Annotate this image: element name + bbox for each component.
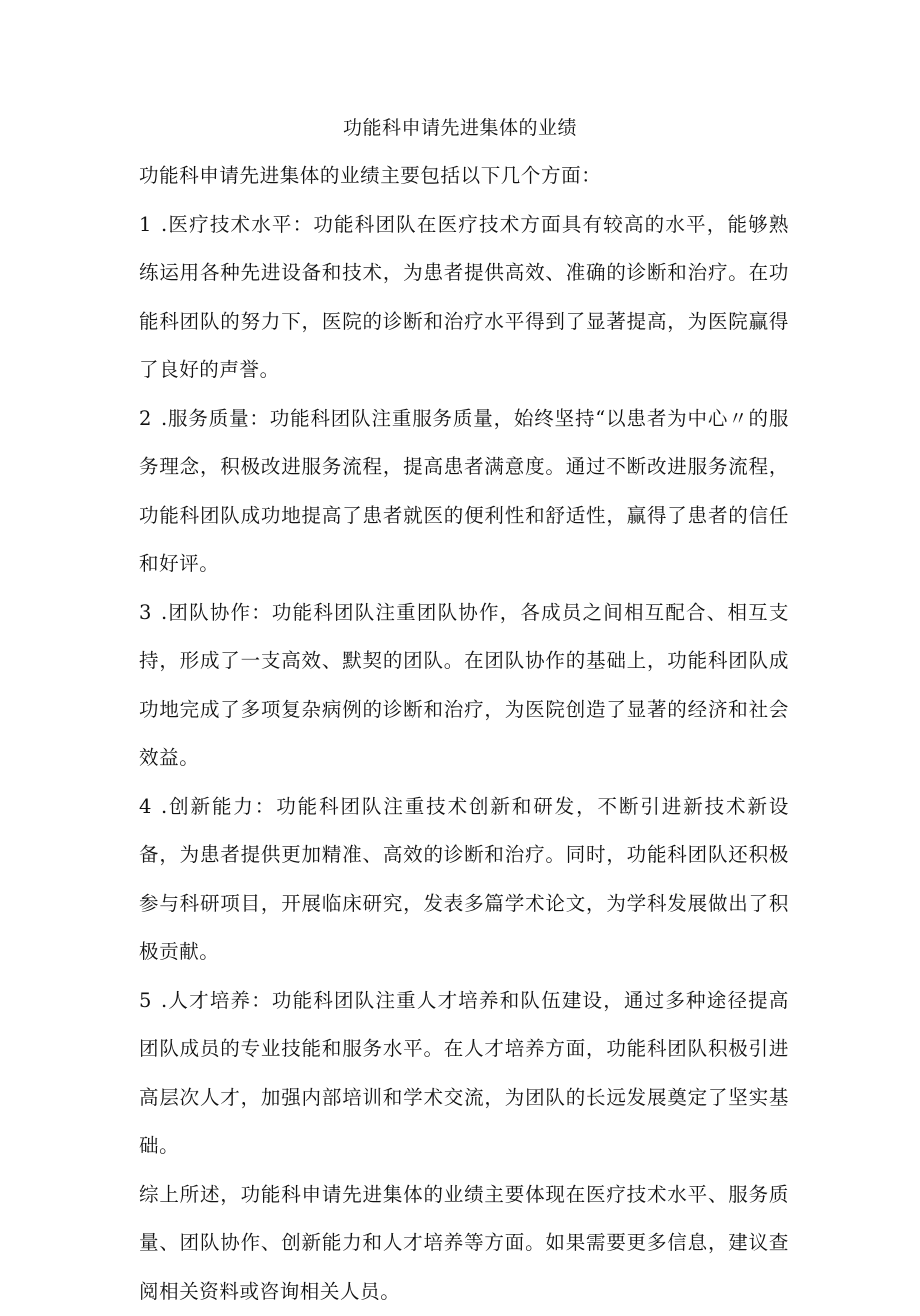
item-number: 2 xyxy=(139,395,161,444)
item-number: 1 xyxy=(139,201,161,250)
list-item-5 xyxy=(139,977,789,1171)
item-number: 5 xyxy=(139,977,161,1026)
intro-paragraph: 功能科申请先进集体的业绩主要包括以下几个方面： xyxy=(139,152,789,201)
document-title: 功能科申请先进集体的业绩 xyxy=(0,116,920,140)
item-text: .创新能力：功能科团队注重技术创新和研发，不断引进新技术新设备，为患者提供更加精准、高效的诊断和治疗。同时，功能科团队还积极参与科研项目，开展临床研究，发表多篇学术论文，为学科发展做出了积极贡献。 xyxy=(139,795,789,964)
list-item-2 xyxy=(139,395,789,589)
item-text: .服务质量：功能科团队注重服务质量，始终坚持“以患者为中心〃的服务理念，积极改进服务流程，提高患者满意度。通过不断改进服务流程，功能科团队成功地提高了患者就医的便利性和舒适性，赢得了患者的信任和好评。 xyxy=(139,407,789,576)
item-text: .人才培养：功能科团队注重人才培养和队伍建设，通过多种途径提高团队成员的专业技能和服务水平。在人才培养方面，功能科团队积极引进高层次人才，加强内部培训和学术交流，为团队的长远发展奠定了坚实基础。 xyxy=(139,989,789,1158)
conclusion-paragraph: 综上所述，功能科申请先进集体的业绩主要体现在医疗技术水平、服务质量、团队协作、创新能力和人才培养等方面。如果需要更多信息，建议查阅相关资料或咨询相关人员。 xyxy=(139,1171,789,1316)
document-body xyxy=(139,152,789,1316)
item-number: 4 xyxy=(139,783,161,832)
list-item-3 xyxy=(139,589,789,783)
item-text: .团队协作：功能科团队注重团队协作，各成员之间相互配合、相互支持，形成了一支高效、默契的团队。在团队协作的基础上，功能科团队成功地完成了多项复杂病例的诊断和治疗，为医院创造了显著的经济和社会效益。 xyxy=(139,601,789,770)
list-item-4 xyxy=(139,783,789,977)
item-text: .医疗技术水平：功能科团队在医疗技术方面具有较高的水平，能够熟练运用各种先进设备和技术，为患者提供高效、准确的诊断和治疗。在功能科团队的努力下，医院的诊断和治疗水平得到了显著提高，为医院赢得了良好的声誉。 xyxy=(139,213,789,382)
list-item-1 xyxy=(139,201,789,395)
item-number: 3 xyxy=(139,589,161,638)
